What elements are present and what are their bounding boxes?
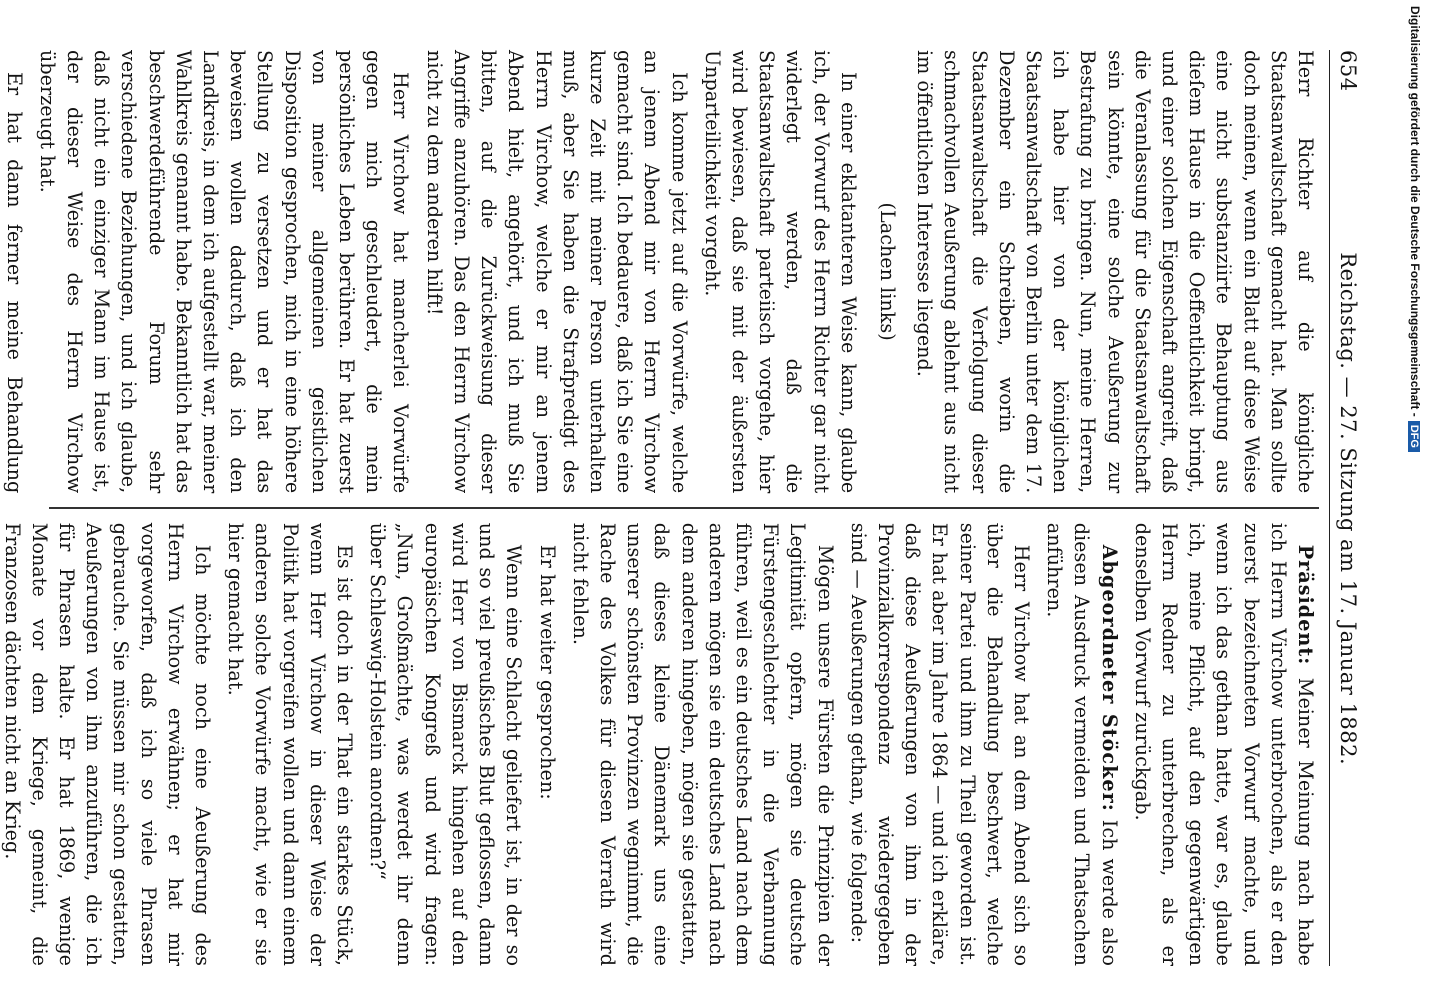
paragraph <box>911 50 1319 493</box>
paragraph <box>845 523 1035 966</box>
paragraph-text: Ich werde also diesen Ausdruck vermeiden und Thatsachen anführen. <box>1043 522 1121 966</box>
speech-paragraph <box>1129 523 1319 966</box>
paragraph <box>533 523 560 966</box>
paragraph <box>699 50 862 493</box>
paragraph <box>0 50 28 493</box>
paragraph <box>421 50 693 493</box>
stamp-text: Digitalisierung gefördert durch die Deutsche Forschungsgemeinschaft - <box>1408 6 1422 417</box>
paragraph-text: Wenn eine Schlacht geliefert ist, in der so und so viel preußisches Blut geflossen, dann wird Herr von Bismarck hingehen auf den europäischen Kongreß und wird fragen: „Nun, Großmächte, was werdet ihr denn über Schleswig-Holstein anordnen?“ <box>366 522 526 966</box>
paragraph-text: Herr Virchow hat mancherlei Vorwürfe gegen mich geschleudert, die mein persönliches Leben berühren. Er hat zuerst von meiner allgemeinen geistlichen Disposition gesprochen, mich in eine höhere Stellung zu versetzen und er hat das beweisen wollen dadurch, daß ich den Landkreis, in dem ich aufgestellt war, meiner Wahlkreis genannt habe. Bekanntlich hat das beschwerdeführende Forum sehr verschiedene Beziehungen, und ich glaube, daß nicht ein einziger Mann im Hause ist, der dieser Weise des Herrn Virchow überzeugt hat. <box>35 50 413 494</box>
paragraph-text: Er hat weiter gesprochen: <box>535 544 559 800</box>
paragraph-text: Ich komme jetzt auf die Vorwürfe, welche an jenem Abend mir von Herrn Virchow gemacht sind. Ich bedauere, daß ich Sie eine kurze Zeit mit meiner Person unterhalten muß, aber Sie haben die Strafpredigt des Herrn Virchow, welche er mir an jenem Abend hielt, angehört, und ich muß Sie bitten, auf die Zurückweisung dieser Angriffe anzuhören. Das den Herrn Virchow nicht zu dem anderen hilft! <box>422 50 691 494</box>
paragraph <box>34 50 415 493</box>
paragraph-text: Es ist doch in der That ein starkes Stück, wenn Herr Virchow in dieser Weise der Politik hat vorgreifen wollen und dann einem anderen solche Vorwürfe macht, wie er sie hier gemacht hat. <box>224 522 357 966</box>
speaker-name: Präsident: <box>1294 544 1317 666</box>
paragraph <box>364 523 527 966</box>
text-columns <box>0 50 1319 966</box>
running-head <box>1329 50 1360 966</box>
speaker-name: Abgeordneter Stöcker: <box>1097 544 1121 812</box>
paragraph-text: Ich möchte noch eine Aeußerung des Herrn Virchow erwähnen; er hat mir vorgeworfen, daß ich so viele Phrasen gebrauche. Sie müssen mir schon gestatten, Aeußerungen von ihm anzuführen, die ich für Phrasen halte. Er hat 1869, wenige Monate vor dem Kriege, gemeint, die Franzosen dächten nicht an Krieg. <box>0 522 215 966</box>
page-title: Reichstag. — 27. Sitzung am 17. Januar 1882. <box>1336 252 1360 766</box>
paragraph-text: Er hat dann ferner meine Behandlung <box>2 72 26 494</box>
paragraph <box>222 523 358 966</box>
paragraph-text: Meiner Meinung nach habe ich Herrn Virchow unterbrochen, als er den zuerst bezeichneten Vorwurf machte, und wenn ich das gethan hatte, war es, glaube ich, meine Pflicht, auf den gegenwärtigen Herrn Redner zu unterbrechen, als er denselben Vorwurf zurückgab. <box>1130 522 1317 966</box>
stage-direction: (Lachen links) <box>875 202 899 341</box>
paragraph-text: Mögen unsere Fürsten die Prinzipien der Legitimität opfern, mögen sie deutsche Fürstengeschlechter in die Verbannung führen, weil es ein deutsches Land nach dem anderen mögen sie ein deutsches Land nach dem anderen hingeben, mögen sie gestatten, daß dieses kleine Dänemark uns eine unserer schönsten Provinzen wegnimmt, die Rache des Volkes für diesen Verrath wird nicht fehlen. <box>568 522 837 966</box>
digitization-stamp <box>1402 0 1422 1000</box>
dfg-logo: DFG <box>1408 421 1420 452</box>
right-column <box>0 509 1319 966</box>
paragraph <box>567 523 839 966</box>
page-number: 654 <box>1336 50 1360 92</box>
paragraph-text: In einer eklatanteren Weise kann, glaube ich, der Vorwurf des Herrn Richter gar nicht widerlegt werden, daß die Staatsanwaltschaft parteiisch vorgehe, hier wird bewiesen, daß sie mit der äußersten Unparteilichkeit vorgeht. <box>700 50 860 494</box>
paragraph-text: Herr Virchow hat an dem Abend sich so über die Behandlung beschwert, welche seiner Partei und ihm zu Theil geworden ist. Er hat aber im Jahre 1864 — und ich erkläre, daß diese Aeußerungen von ihm in der Provinzialkorrespondenz wiedergegeben sind — Aeußerungen gethan, wie folgende: <box>846 522 1033 966</box>
left-column <box>2 50 1319 507</box>
paragraph-text: Herr Richter auf die königliche Staatsanwaltschaft gemacht hat. Man sollte doch meinen, wenn ein Blatt auf diese Weise eine nicht substanziirte Behauptung aus dieſem Hause in die Oeffentlichkeit bringt, und einer solchen Eigenschaft angreift, daß die Veranlassung für die Staatsanwaltschaft sein könnte, eine solche Aeußerung zur Bestrafung zu bringen. Nun, meine Herren, ich habe hier von der königlichen Staatsanwaltschaft von Berlin unter dem 17. Dezember ein Schreiben, worin die Staatsanwaltschaft die Verfolgung dieser schmachvollen Aeußerung ablehnt aus nicht im öffentlichen Interesse liegend. <box>913 50 1317 494</box>
paragraph <box>0 523 216 966</box>
speech-paragraph <box>1041 523 1123 966</box>
